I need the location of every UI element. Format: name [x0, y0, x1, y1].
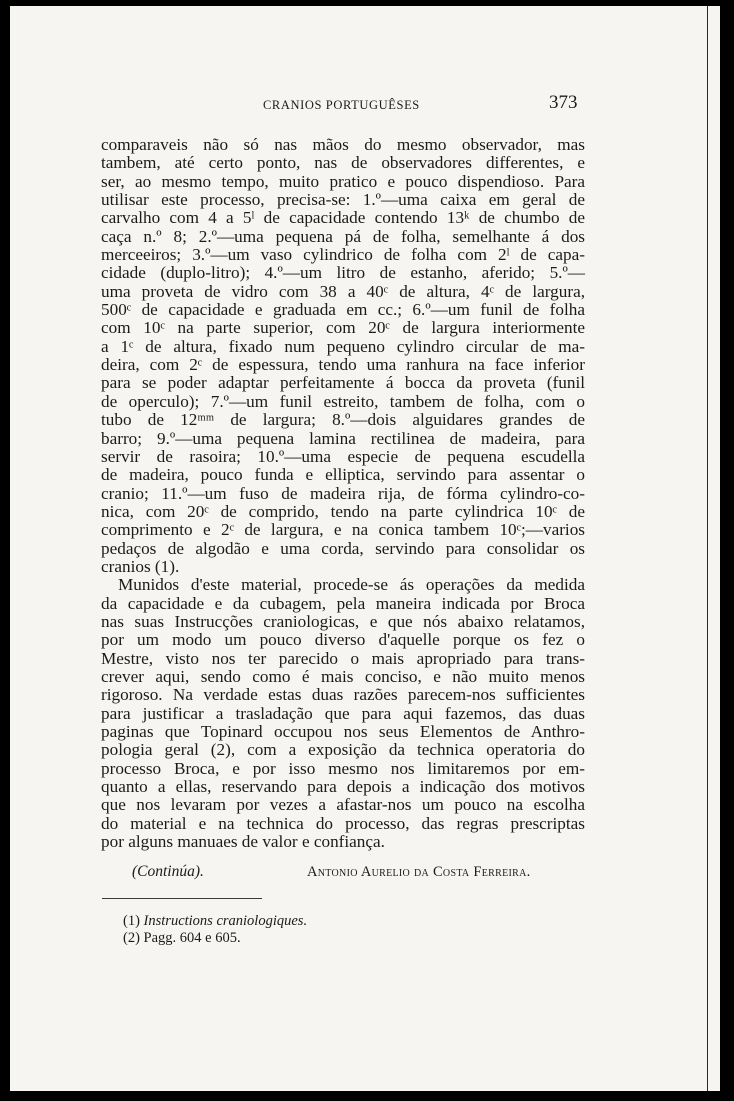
- footnote: [123, 930, 307, 947]
- text-line: do material e na technica do processo, das regras prescriptas: [101, 813, 585, 833]
- text-line: comparaveis não só nas mãos do mesmo observador, mas: [101, 135, 585, 154]
- paragraph-end-line: por alguns manuaes de valor e confiança.: [101, 832, 385, 852]
- running-title: CRANIOS PORTUGUÊSES: [263, 98, 420, 112]
- text-line: nica, com 20ᶜ de comprido, tendo na parte cylindrica 10ᶜ de: [101, 501, 585, 521]
- footnote-divider: [102, 898, 262, 899]
- document-page: [10, 6, 720, 1091]
- footnote-text: Instructions craniologiques.: [143, 913, 308, 929]
- text-line: barro; 9.º—uma pequena lamina rectilinea de madeira, para: [101, 428, 585, 448]
- text-line: tambem, até certo ponto, nas de observadores differentes, e: [101, 153, 585, 173]
- text-line: processo Broca, e por isso mesmo nos limitaremos por em-: [101, 758, 585, 778]
- text-line: por um modo um pouco diverso d'aquelle porque os fez o: [101, 630, 585, 650]
- text-line: de operculo); 7.º—um funil estreito, tambem de folha, com o: [101, 391, 585, 411]
- text-line: merceeiros; 3.º—um vaso cylindrico de folha com 2ˡ de capa-: [101, 245, 585, 265]
- footnote-marker: (2): [123, 930, 140, 946]
- text-line: crever aqui, sendo como é mais conciso, e não muito menos: [101, 666, 585, 686]
- text-line: servir de rasoira; 10.º—uma especie de pequena escudella: [101, 446, 585, 466]
- text-line: Mestre, visto nos ter parecido o mais apropriado para trans-: [101, 648, 585, 668]
- text-line: pologia geral (2), com a exposição da technica operatoria do: [101, 740, 585, 760]
- text-line: carvalho com 4 a 5ˡ de capacidade contendo 13ᵏ de chumbo de: [101, 208, 585, 228]
- text-line: a 1ᶜ de altura, fixado num pequeno cylindro circular de ma-: [101, 336, 585, 356]
- text-line: tubo de 12ᵐᵐ de largura; 8.º—dois alguidares grandes de: [101, 410, 585, 430]
- text-line: para se poder adaptar perfeitamente á bocca da proveta (funil: [101, 373, 585, 393]
- text-line: rigoroso. Na verdade estas duas razões parecem-nos sufficientes: [101, 685, 585, 705]
- text-line: deira, com 2ᶜ de espessura, tendo uma ranhura na face inferior: [101, 355, 585, 375]
- text-line: cranio; 11.º—um fuso de madeira rija, de fórma cylindro-co-: [101, 483, 585, 503]
- text-line: para justificar a trasladação que para aqui fazemos, das duas: [101, 703, 585, 723]
- text-line: com 10ᶜ na parte superior, com 20ᶜ de largura interiormente: [101, 318, 585, 338]
- text-line: quanto a ellas, reservando para depois a indicação dos motivos: [101, 777, 585, 797]
- page-number: 373: [549, 92, 578, 113]
- text-line: cidade (duplo-litro); 4.º—um litro de estanho, aferido; 5.º—: [101, 263, 585, 283]
- text-line: paginas que Topinard occupou nos seus Elementos de Anthro-: [101, 722, 585, 741]
- page-header: [10, 94, 720, 118]
- text-line: 500ᶜ de capacidade e graduada em cc.; 6.º—um funil de folha: [101, 300, 585, 320]
- text-line: comprimento e 2ᶜ de largura, e na conica tambem 10ᶜ;—varios: [101, 520, 585, 540]
- paragraph-end-line: cranios (1).: [101, 556, 180, 576]
- footnote-marker: (1): [123, 913, 140, 929]
- text-line: que nos levaram por vezes a afastar-nos um pouco na escolha: [101, 795, 585, 815]
- text-line: da capacidade e da cubagem, pela maneira indicada por Broca: [101, 593, 585, 613]
- paragraph-start-line: Munidos d'este material, procede-se ás operações da medida: [118, 575, 585, 595]
- text-line: de madeira, pouco funda e elliptica, servindo para assentar o: [101, 465, 585, 485]
- footnote-text: Pagg. 604 e 605.: [143, 930, 241, 946]
- signature-row: [114, 863, 594, 885]
- author-signature: Antonio Aurelio da Costa Ferreira.: [307, 864, 531, 880]
- text-line: uma proveta de vidro com 38 a 40ᶜ de altura, 4ᶜ de largura,: [101, 281, 585, 301]
- text-line: pedaços de algodão e uma corda, servindo para consolidar os: [101, 538, 585, 558]
- body-text: [101, 136, 585, 851]
- text-line: ser, ao mesmo tempo, muito pratico e pouco dispendioso. Para: [101, 171, 585, 191]
- text-line: caça n.º 8; 2.º—uma pequena pá de folha, semelhante á dos: [101, 226, 585, 246]
- page-edge-line: [707, 6, 708, 1091]
- text-line: utilisar este processo, precisa-se: 1.º—uma caixa em geral de: [101, 190, 585, 210]
- footnotes: [123, 913, 307, 947]
- text-line: nas suas Instrucções craniologicas, e que nós abaixo relatamos,: [101, 611, 585, 631]
- footnote: [123, 913, 307, 930]
- continued-note: (Continúa).: [132, 863, 204, 880]
